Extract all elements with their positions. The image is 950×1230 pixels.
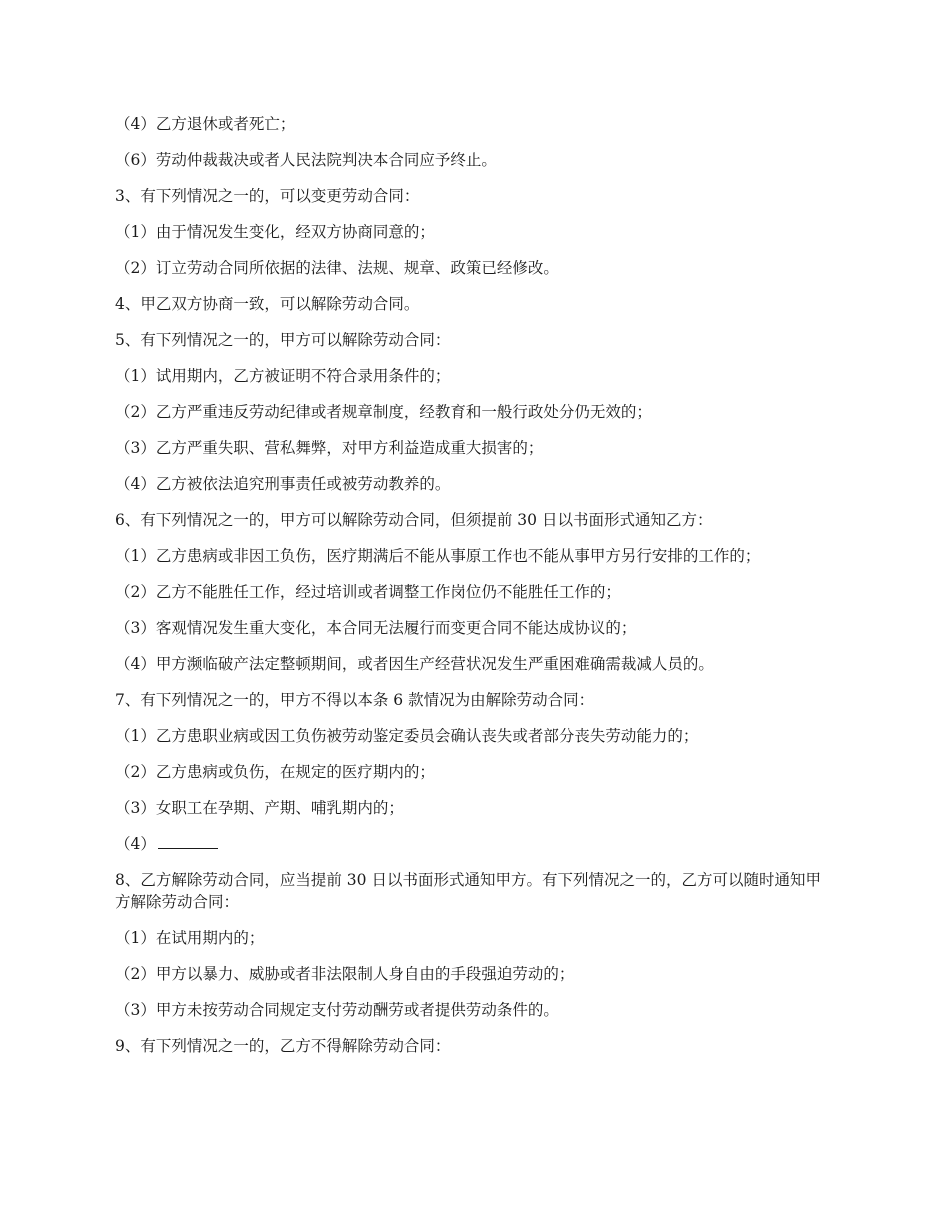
clause-item: （2）乙方严重违反劳动纪律或者规章制度，经教育和一般行政处分仍无效的； bbox=[115, 403, 652, 421]
clause-item: （4）乙方被依法追究刑事责任或被劳动教养的。 bbox=[115, 475, 451, 493]
clause-item: （4）乙方退休或者死亡； bbox=[115, 115, 296, 133]
clause-item: （3）女职工在孕期、产期、哺乳期内的； bbox=[115, 799, 404, 817]
clause-item: （2）订立劳动合同所依据的法律、法规、规章、政策已经修改。 bbox=[115, 259, 559, 277]
clause-heading: 3、有下列情况之一的，可以变更劳动合同： bbox=[115, 187, 420, 205]
clause-heading: 7、有下列情况之一的，甲方不得以本条 6 款情况为由解除劳动合同： bbox=[115, 691, 595, 709]
clause-item: （4）甲方濒临破产法定整顿期间，或者因生产经营状况发生严重困难确需裁减人员的。 bbox=[115, 655, 714, 673]
clause-heading: 5、有下列情况之一的，甲方可以解除劳动合同： bbox=[115, 331, 451, 349]
clause-heading: 4、甲乙双方协商一致，可以解除劳动合同。 bbox=[115, 295, 420, 313]
fill-in-blank-line bbox=[158, 834, 218, 849]
clause-item: （1）乙方患病或非因工负伤，医疗期满后不能从事原工作也不能从事甲方另行安排的工作的； bbox=[115, 547, 761, 565]
clause-item: （1）乙方患职业病或因工负伤被劳动鉴定委员会确认丧失或者部分丧失劳动能力的； bbox=[115, 727, 699, 745]
clause-item: （2）乙方患病或负伤，在规定的医疗期内的； bbox=[115, 763, 435, 781]
clause-heading: 9、有下列情况之一的，乙方不得解除劳动合同： bbox=[115, 1037, 451, 1055]
clause-item: （6）劳动仲裁裁决或者人民法院判决本合同应予终止。 bbox=[115, 151, 497, 169]
clause-item-blank bbox=[115, 833, 830, 855]
clause-item: （1）试用期内，乙方被证明不符合录用条件的； bbox=[115, 367, 451, 385]
clause-item-label: （4） bbox=[115, 835, 156, 853]
clause-item: （2）甲方以暴力、威胁或者非法限制人身自由的手段强迫劳动的； bbox=[115, 965, 575, 983]
clause-item: （3）客观情况发生重大变化，本合同无法履行而变更合同不能达成协议的； bbox=[115, 619, 637, 637]
clause-item: （2）乙方不能胜任工作，经过培训或者调整工作岗位仍不能胜任工作的； bbox=[115, 583, 621, 601]
clause-item: （3）乙方严重失职、营私舞弊，对甲方利益造成重大损害的； bbox=[115, 439, 544, 457]
document-body bbox=[115, 113, 830, 1071]
clause-item: （1）由于情况发生变化，经双方协商同意的； bbox=[115, 223, 435, 241]
clause-heading: 8、乙方解除劳动合同，应当提前 30 日以书面形式通知甲方。有下列情况之一的，乙方可以随时通知甲方解除劳动合同： bbox=[115, 871, 821, 911]
clause-item: （1）在试用期内的； bbox=[115, 929, 265, 947]
clause-heading: 6、有下列情况之一的，甲方可以解除劳动合同，但须提前 30 日以书面形式通知乙方： bbox=[115, 511, 713, 529]
clause-item: （3）甲方未按劳动合同规定支付劳动酬劳或者提供劳动条件的。 bbox=[115, 1001, 559, 1019]
